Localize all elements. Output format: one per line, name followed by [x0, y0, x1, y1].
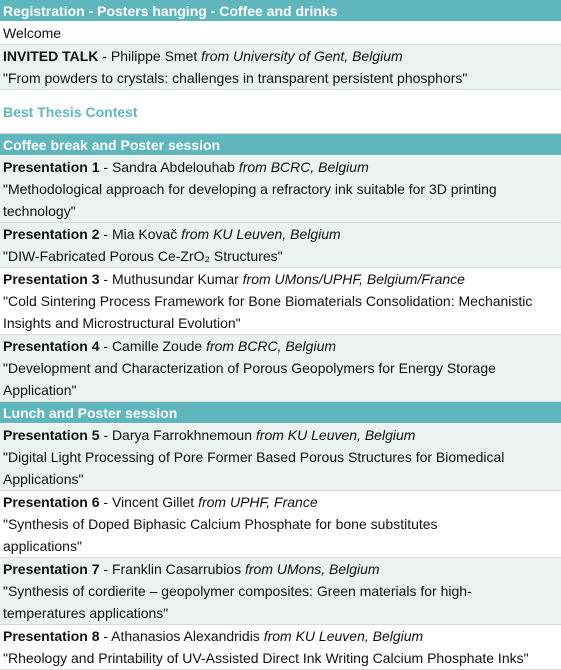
presentation-label: Presentation 8	[3, 628, 100, 644]
talk-title-line: "Rheology and Printability of UV-Assisted Direct Ink Writing Calcium Phosphate Inks"	[3, 650, 529, 666]
speaker-affiliation: from KU Leuven, Belgium	[263, 628, 424, 644]
speaker-name: Vincent Gillet	[111, 494, 195, 510]
talk-title-line: "Synthesis of Doped Biphasic Calcium Phosphate for bone substitutes	[3, 516, 438, 532]
speaker-name: Mia Kovač	[111, 226, 178, 242]
speaker-name: Athanasios Alexandridis	[111, 628, 260, 644]
speaker-affiliation: from UMons, Belgium	[245, 561, 380, 577]
presentation-label: Presentation 1	[3, 159, 100, 175]
section-header-label: Coffee break and Poster session	[3, 137, 221, 153]
presentation-row: Presentation 7 - Franklin Casarrubios from UMons, Belgium "Synthesis of cordierite – geopolymer composites: Green materials for high- temperatures applications"	[0, 558, 561, 625]
speaker-affiliation: from UPHF, France	[198, 494, 318, 510]
section-header-label: Registration - Posters hanging - Coffee and drinks	[3, 3, 338, 19]
talk-title-line: technology"	[3, 203, 76, 219]
presentation-label: Presentation 7	[3, 561, 100, 577]
section-header-coffee-break	[0, 134, 561, 156]
welcome-row	[0, 22, 561, 45]
presentation-label: Presentation 5	[3, 427, 100, 443]
speaker-name: Camille Zoude	[111, 338, 203, 354]
speaker-affiliation: from BCRC, Belgium	[238, 159, 369, 175]
speaker-affiliation: from University of Gent, Belgium	[201, 48, 403, 64]
talk-title-line: "Digital Light Processing of Pore Former Based Porous Structures for Biomedical	[3, 449, 505, 465]
speaker-affiliation: from BCRC, Belgium	[206, 338, 337, 354]
talk-title-line: "Methodological approach for developing a refractory ink suitable for 3D printing	[3, 181, 497, 197]
talk-title-line: "Cold Sintering Process Framework for Bone Biomaterials Consolidation: Mechanistic	[3, 293, 533, 309]
section-header-label: Lunch and Poster session	[3, 405, 178, 421]
section-header-lunch	[0, 402, 561, 424]
presentation-row: Presentation 2 - Mia Kovač from KU Leuven, Belgium "DIW-Fabricated Porous Ce-ZrO₂ Structures"	[0, 223, 561, 268]
presentation-row: Presentation 3 - Muthusundar Kumar from UMons/UPHF, Belgium/France "Cold Sintering Process Framework for Bone Biomaterials Consolidation: Mechanistic Insights and Microstructural Evolution"	[0, 268, 561, 335]
presentation-label: Presentation 4	[3, 338, 100, 354]
presentation-label: Presentation 3	[3, 271, 100, 287]
best-thesis-row	[0, 90, 561, 134]
talk-title: "From powders to crystals: challenges in transparent persistent phosphors"	[3, 70, 468, 86]
talk-title-line: Insights and Microstructural Evolution"	[3, 315, 241, 331]
presentation-row: Presentation 8 - Athanasios Alexandridis from KU Leuven, Belgium "Rheology and Printability of UV-Assisted Direct Ink Writing Calcium Phosphate Inks"	[0, 625, 561, 670]
speaker-name: Philippe Smet	[110, 48, 198, 64]
speaker-name: Sandra Abdelouhab	[111, 159, 235, 175]
presentation-row: Presentation 6 - Vincent Gillet from UPHF, France "Synthesis of Doped Biphasic Calcium Phosphate for bone substitutes applications"	[0, 491, 561, 558]
welcome-label: Welcome	[3, 25, 62, 41]
talk-title-line: "Development and Characterization of Porous Geopolymers for Energy Storage	[3, 360, 496, 376]
talk-title-line: "Synthesis of cordierite – geopolymer composites: Green materials for high-	[3, 583, 472, 599]
talk-title-line: temperatures applications"	[3, 605, 169, 621]
presentation-row: Presentation 5 - Darya Farrokhnemoun from KU Leuven, Belgium "Digital Light Processing of Pore Former Based Porous Structures for Biomedical Applications"	[0, 424, 561, 491]
speaker-name: Franklin Casarrubios	[111, 561, 242, 577]
talk-title-line: applications"	[3, 538, 82, 554]
speaker-name: Muthusundar Kumar	[111, 271, 239, 287]
speaker-affiliation: from UMons/UPHF, Belgium/France	[242, 271, 465, 287]
speaker-name: Darya Farrokhnemoun	[111, 427, 252, 443]
talk-title-line: Applications"	[3, 471, 84, 487]
invited-talk-label: INVITED TALK	[3, 48, 99, 64]
speaker-affiliation: from KU Leuven, Belgium	[181, 226, 341, 242]
talk-title-line: Application"	[3, 382, 77, 398]
talk-title-line: "DIW-Fabricated Porous Ce-ZrO₂ Structures"	[3, 248, 283, 264]
speaker-affiliation: from KU Leuven, Belgium	[255, 427, 416, 443]
best-thesis-label: Best Thesis Contest	[3, 104, 138, 120]
invited-talk-row	[0, 45, 561, 90]
presentation-label: Presentation 6	[3, 494, 100, 510]
separator: -	[98, 48, 111, 64]
section-header-registration	[0, 0, 561, 22]
presentation-row: Presentation 1 - Sandra Abdelouhab from BCRC, Belgium "Methodological approach for developing a refractory ink suitable for 3D printing technology"	[0, 156, 561, 223]
presentation-row: Presentation 4 - Camille Zoude from BCRC, Belgium "Development and Characterization of Porous Geopolymers for Energy Storage Application"	[0, 335, 561, 402]
presentation-label: Presentation 2	[3, 226, 100, 242]
